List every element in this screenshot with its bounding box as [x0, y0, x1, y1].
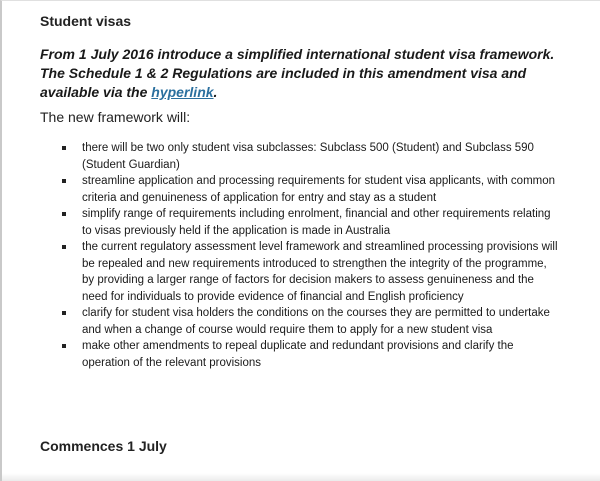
- list-item-text: clarify for student visa holders the conditions on the courses they are permitted to undertake and when a change of course would require them to apply for a new student visa: [82, 307, 550, 336]
- commencement-heading: Commences 1 July: [40, 438, 167, 454]
- list-item-text: there will be two only student visa subclasses: Subclass 500 (Student) and Subclass 590 (Student Guardian): [82, 142, 534, 171]
- intro-text-end: .: [213, 84, 218, 100]
- bullet-icon: [62, 212, 66, 216]
- lead-text: The new framework will:: [40, 109, 191, 125]
- bullet-icon: [62, 146, 66, 150]
- list-item: [60, 305, 560, 338]
- hyperlink[interactable]: hyperlink: [151, 84, 214, 100]
- list-item: [60, 338, 560, 371]
- page-title: Student visas: [40, 13, 132, 29]
- intro-text: From 1 July 2016 introduce a simplified international student visa framework. The Schedule 1 & 2 Regulations are included in this amendment visa and available via the: [40, 46, 555, 100]
- list-item: [60, 206, 560, 239]
- bullet-list: [60, 140, 560, 371]
- bullet-icon: [62, 179, 66, 183]
- bullet-icon: [62, 311, 66, 315]
- intro-paragraph: [40, 45, 580, 102]
- bullet-icon: [62, 344, 66, 348]
- list-item-text: streamline application and processing requirements for student visa applicants, with common criteria and genuineness of application for entry and stay as a student: [82, 175, 556, 204]
- list-item: [60, 239, 560, 305]
- bullet-icon: [62, 245, 66, 249]
- list-item-text: simplify range of requirements including enrolment, financial and other requirements relating to visas previously held if the application is made in Australia: [82, 208, 551, 237]
- list-item: [60, 173, 560, 206]
- list-item: [60, 140, 560, 173]
- page-edge-shadow: [2, 473, 600, 481]
- list-item-text: make other amendments to repeal duplicate and redundant provisions and clarify the operation of the relevant provisions: [82, 340, 514, 369]
- list-item-text: the current regulatory assessment level framework and streamlined processing provisions will be repealed and new requirements introduced to strengthen the integrity of the programme, by providing a larger range of factors for decision makers to assess genuineness and the need for individuals to provide evidence of financial and English proficiency: [82, 241, 558, 303]
